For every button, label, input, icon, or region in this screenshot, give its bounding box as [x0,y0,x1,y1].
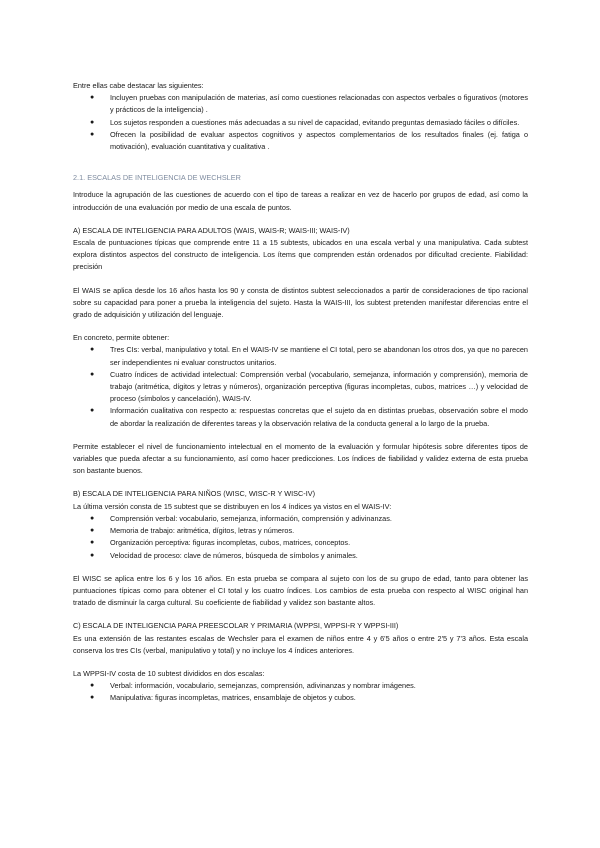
spacer [73,274,528,285]
adults-heading: A) ESCALA DE INTELIGENCIA PARA ADULTOS (WAIS, WAIS-R; WAIS-III; WAIS-IV) [73,225,350,235]
adults-lead: En concreto, permite obtener: [73,333,170,343]
spacer [73,657,528,668]
spacer [73,477,528,488]
list-item: ● Tres CIs: verbal, manipulativo y total. En el WAIS-IV se mantiene el CI total, pero se abandonan los otros dos, ya que no parecen ser independientes ni evaluar constructos unitarios. [90,345,528,367]
bullet-icon: ● [90,130,95,138]
bullet-icon: ● [90,346,95,354]
adults-paragraph-2: El WAIS se aplica desde los 16 años hasta los 90 y consta de distintos subtest seleccionados a partir de consideraciones de tipo racional sobre su capacidad para poner a prueba la inteligencia del sujeto. Hasta la WAIS-III, los subtest pretenden manifestar diferencias entre el grado de adquisición y utilización del lenguaje. [73,285,528,320]
list-item: ● Incluyen pruebas con manipulación de materias, así como cuestiones relacionadas con aspectos verbales o figurativos (motores y prácticos de la inteligencia) . [90,93,528,115]
children-bullet-list [73,513,528,562]
list-item: ● Verbal: información, vocabulario, semejanzas, comprensión, adivinanzas y nombrar imágenes. [73,680,528,692]
adults-paragraph-3: Permite establecer el nivel de funcionamiento intelectual en el momento de la evaluación y formular hipótesis sobre diferentes tipos de variables que pueda afectar a su funcionamiento, así como hacer predicciones. Los índices de fiabilidad y validez externa de esta prueba son bastante buenos. [73,441,528,476]
list-item: ● Comprensión verbal: vocabulario, semejanza, información, comprensión y adivinanzas. [73,513,528,525]
document-page [73,80,528,705]
spacer [73,562,528,573]
bullet-icon: ● [90,94,95,102]
bullet-icon: ● [90,370,95,378]
list-item: ● Cuatro índices de actividad intelectual: Comprensión verbal (vocabulario, semejanza, información y comprensión), memoria de trabajo (aritmética, dígitos y letras y números), organización perceptiva (figuras incompletas, cubos, matrices …) y velocidad de proceso (símbolos y cancelación), WAIS-IV. [90,369,528,404]
bullet-icon: ● [90,682,95,690]
preschool-paragraph-1: Es una extensión de las restantes escalas de Wechsler para el examen de niños entre 4 y 6'5 años o entre 2'5 y 7'3 años. Esta escala conserva los tres CIs (verbal, manipulativo y total) y no incluye los 4 índices anteriores. [73,633,528,655]
list-item: ● Manipulativa: figuras incompletas, matrices, ensamblaje de objetos y cubos. [73,692,528,704]
children-heading: B) ESCALA DE INTELIGENCIA PARA NIÑOS (WISC, WISC-R Y WISC-IV) [73,489,316,499]
bullet-icon: ● [90,118,95,126]
adults-paragraph-1: Escala de puntuaciones típicas que comprende entre 11 a 15 subtests, ubicados en una escala verbal y una manipulativa. Cada subtest explora distintos aspectos del constructo de inteligencia. Los ítems que comprenden están ordenados por dificultad creciente. Fiabilidad: precisión [73,238,528,272]
preschool-lead: La WPPSI-IV costa de 10 subtest divididos en dos escalas: [73,668,265,678]
spacer [73,609,528,620]
bullet-icon: ● [90,539,95,547]
bullet-icon: ● [90,407,95,415]
spacer [73,153,528,164]
list-item: ● Memoria de trabajo: aritmética, dígitos, letras y números. [73,525,528,537]
preschool-bullet-list [73,680,528,704]
bullet-icon: ● [90,514,95,522]
bullet-icon: ● [90,527,95,535]
children-paragraph-1: El WISC se aplica entre los 6 y los 16 años. En esta prueba se compara al sujeto con los de su grupo de edad, tanto para obtener las puntuaciones típicas como para obtener el CI total y los cuatro índices. Los cambios de esta prueba con respecto al WISC original han tratado de disminuir la carga cultural. Su coeficiente de fiabilidad y validez son bastante altos. [73,573,528,608]
bullet-icon: ● [90,694,95,702]
preschool-heading: C) ESCALA DE INTELIGENCIA PARA PREESCOLAR Y PRIMARIA (WPPSI, WPPSI-R Y WPPSI-III) [73,621,399,631]
spacer [73,430,528,441]
bullet-icon: ● [90,551,95,559]
section-title: 2.1. ESCALAS DE INTELIGENCIA DE WECHSLER [73,173,241,183]
list-item: ● Información cualitativa con respecto a: respuestas concretas que el sujeto da en distintas pruebas, observación sobre el modo de abordar la realización de diferentes tareas y la observación relativa de la conducta general a lo largo de la prueba. [90,406,528,428]
section-intro: Introduce la agrupación de las cuestiones de acuerdo con el tipo de tareas a realizar en vez de hacerlo por grupos de edad, así como la introducción de una evaluación por medio de una escala de puntos. [73,190,528,212]
list-item: ● Velocidad de proceso: clave de números, búsqueda de símbolos y animales. [73,550,528,562]
list-item: ● Organización perceptiva: figuras incompletas, cubos, matrices, conceptos. [73,537,528,549]
list-item: ● Los sujetos responden a cuestiones más adecuadas a su nivel de capacidad, evitando preguntas demasiado fáciles o difíciles. [73,117,528,129]
list-item: ● Ofrecen la posibilidad de evaluar aspectos cognitivos y aspectos complementarios de los resultados finales (ej. fatiga o motivación), evaluación cuantitativa y cualitativa . [90,129,528,152]
spacer [73,321,528,332]
spacer [73,214,528,225]
intro-bullet-list [73,92,528,153]
adults-bullet-list [73,344,528,429]
children-lead: La última versión consta de 15 subtest que se distribuyen en los 4 índices ya vistos en el WAIS-IV: [73,501,392,511]
intro-lead: Entre ellas cabe destacar las siguientes: [73,81,204,90]
